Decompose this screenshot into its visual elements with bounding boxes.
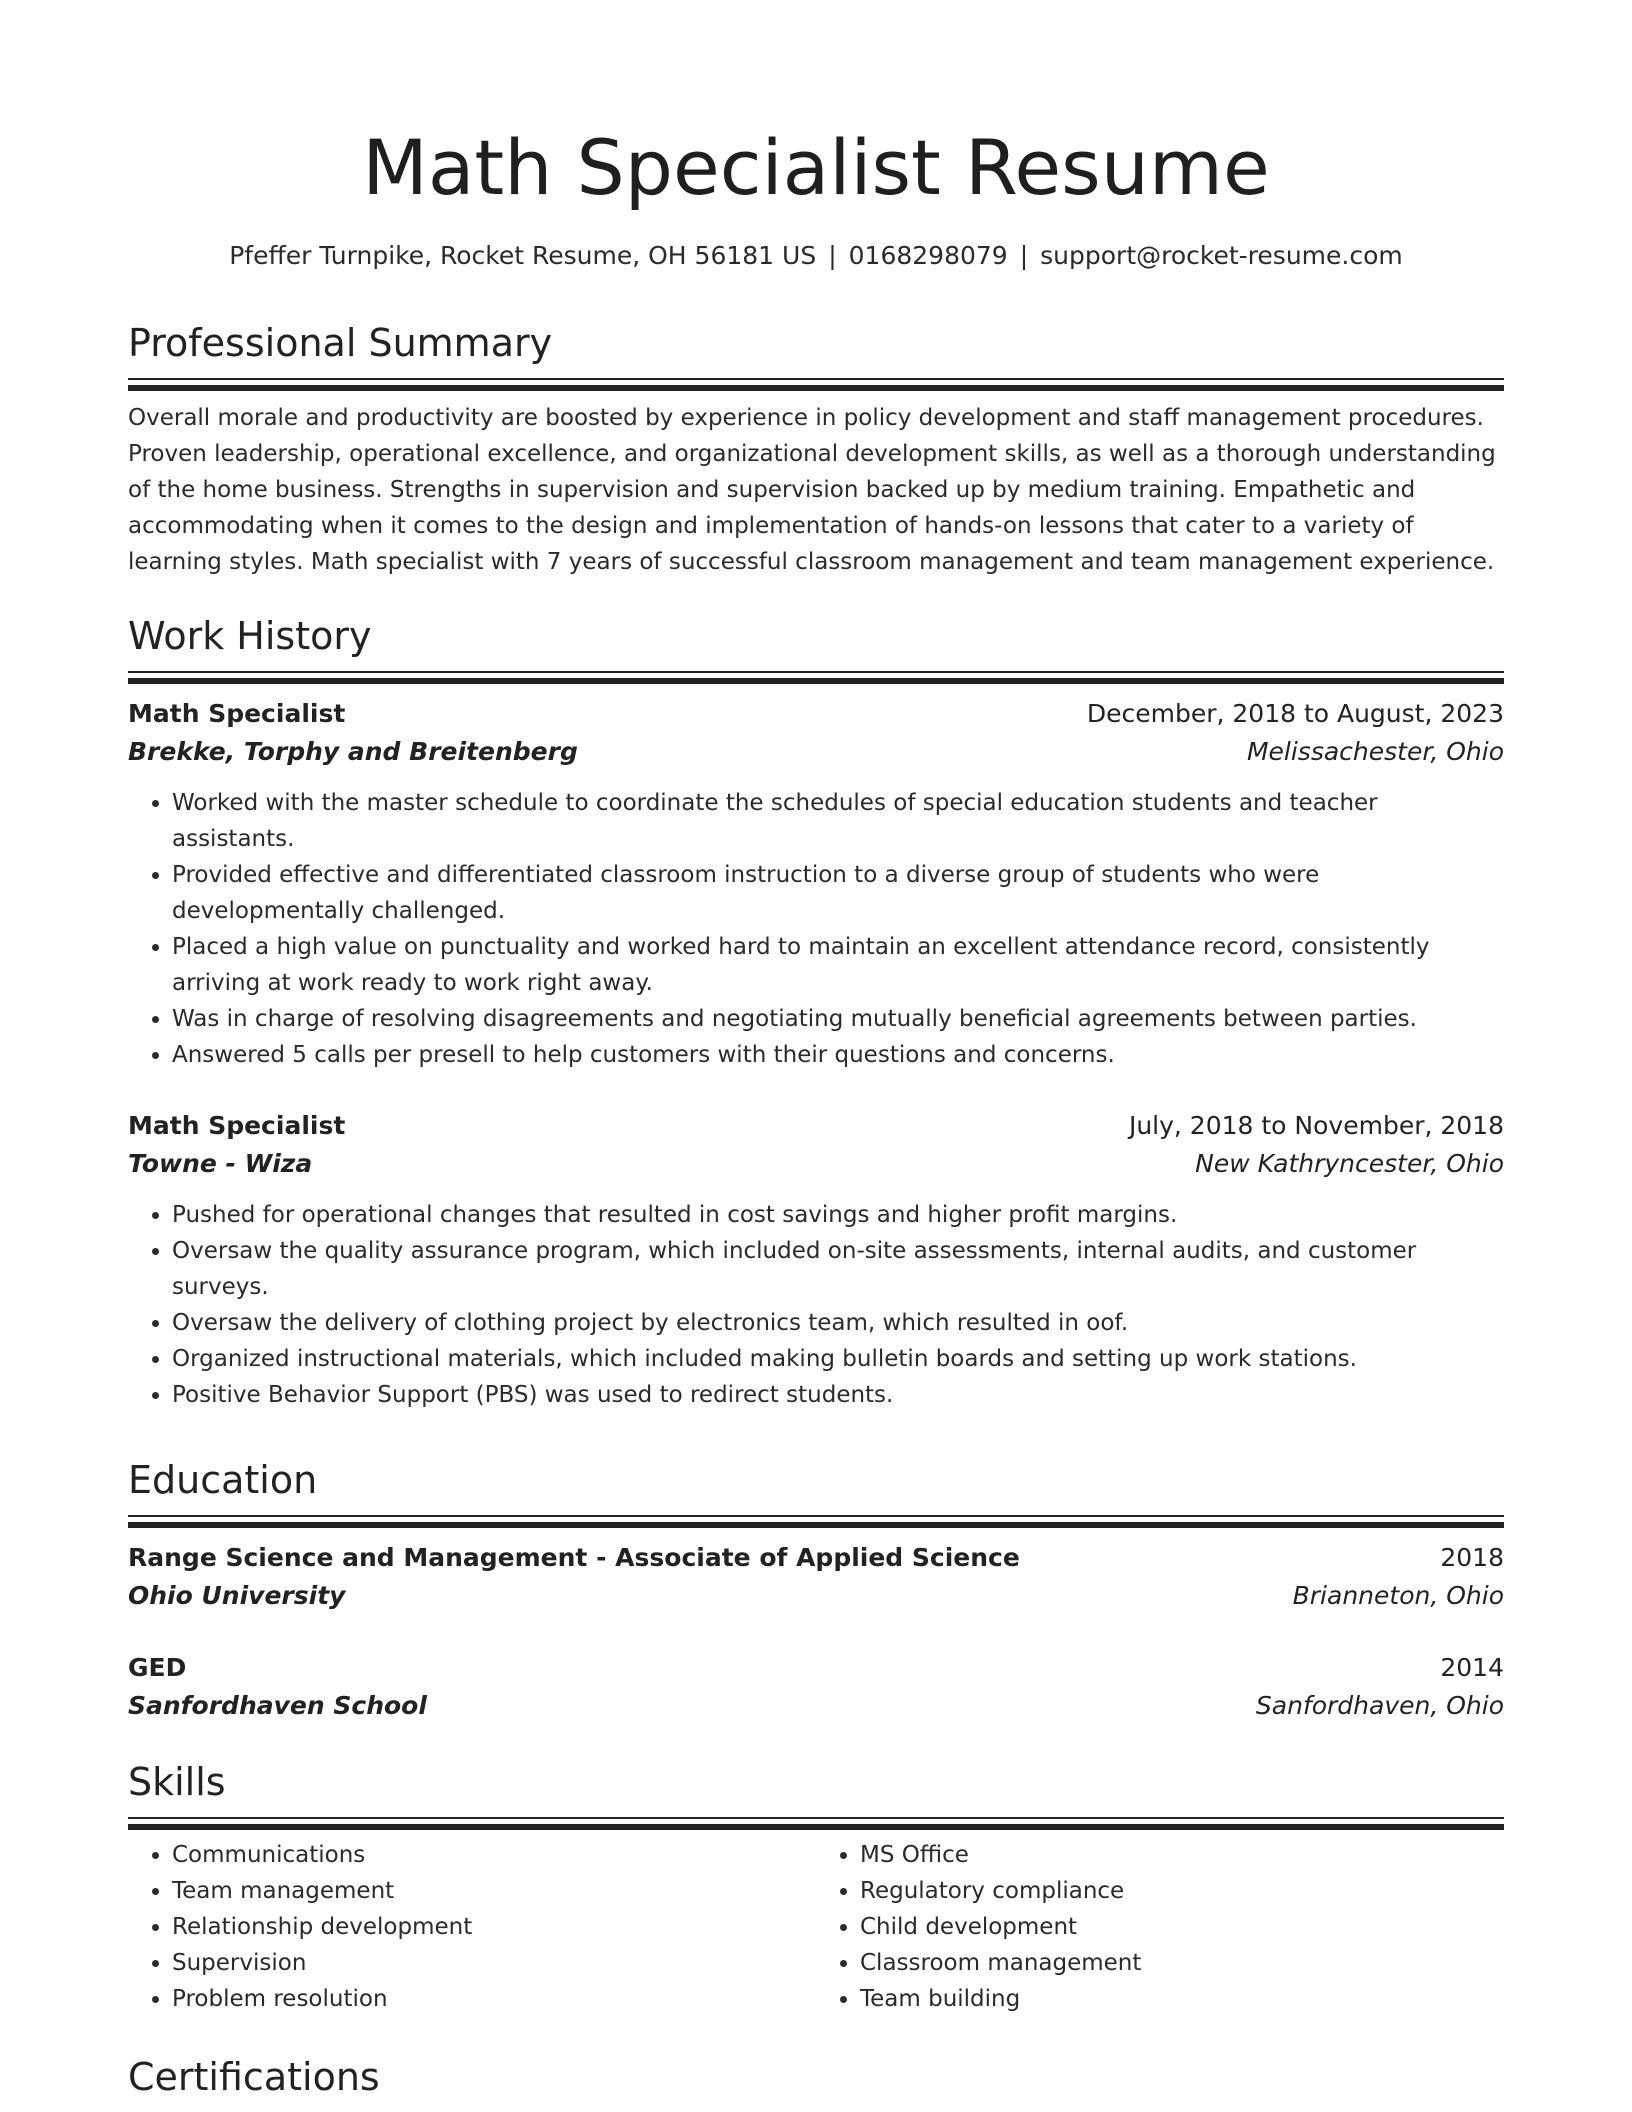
education-header bbox=[128, 1649, 1504, 1687]
job-dates: December, 2018 to August, 2023 bbox=[1086, 699, 1504, 728]
job-title: Math Specialist bbox=[128, 1111, 346, 1140]
job-company: Brekke, Torphy and Breitenberg bbox=[128, 737, 578, 766]
job-dates: July, 2018 to November, 2018 bbox=[1128, 1111, 1504, 1140]
list-item: • Provided effective and differentiated classroom instruction to a diverse group of students who were developmentally challenged. bbox=[172, 857, 1504, 929]
job-location: New Kathryncester, Ohio bbox=[1195, 1149, 1504, 1178]
section-heading: Professional Summary bbox=[128, 321, 553, 365]
list-item: • Problem resolution bbox=[172, 1981, 816, 2017]
education-entry bbox=[128, 1649, 1504, 1725]
work-history-section bbox=[128, 611, 1504, 1413]
education-year: 2014 bbox=[1440, 1653, 1504, 1682]
contact-address: Pfeffer Turnpike, Rocket Resume, OH 56181 US bbox=[229, 241, 817, 270]
list-item: • Team building bbox=[860, 1981, 1504, 2017]
list-item: • Team management bbox=[172, 1873, 816, 1909]
page-title: Math Specialist Resume bbox=[362, 123, 1270, 212]
summary-text: Overall morale and productivity are boosted by experience in policy development and staff management procedures. Proven leadership, operational excellence, and organizational development skills, as well as a thorough understanding of the home business. Strengths in supervision and supervision backed up by medium training. Empathetic and accommodating when it comes to the design and implementation of hands-on lessons that cater to a variety of learning styles. Math specialist with 7 years of successful classroom management and team management experience. bbox=[128, 405, 1496, 575]
education-subheader bbox=[128, 1687, 1504, 1725]
section-divider bbox=[128, 378, 1504, 384]
section-divider bbox=[128, 1817, 1504, 1823]
education-school: Ohio University bbox=[128, 1581, 346, 1610]
list-item: • Supervision bbox=[172, 1945, 816, 1981]
skills-columns bbox=[128, 1837, 1504, 2017]
skills-section bbox=[128, 1757, 1504, 2017]
job-entry bbox=[128, 695, 1504, 1073]
education-section bbox=[128, 1455, 1504, 1725]
job-location: Melissachester, Ohio bbox=[1246, 737, 1504, 766]
education-location: Brianneton, Ohio bbox=[1292, 1581, 1504, 1610]
contact-line bbox=[128, 238, 1504, 274]
education-location: Sanfordhaven, Ohio bbox=[1255, 1691, 1504, 1720]
education-degree: Range Science and Management - Associate of Applied Science bbox=[128, 1543, 1020, 1572]
list-item: • Relationship development bbox=[172, 1909, 816, 1945]
list-item: • Worked with the master schedule to coordinate the schedules of special education students and teacher assistants. bbox=[172, 785, 1504, 857]
section-heading: Education bbox=[128, 1458, 318, 1502]
job-subheader bbox=[128, 1145, 1504, 1183]
skills-list-left bbox=[128, 1837, 816, 2017]
list-item: • MS Office bbox=[860, 1837, 1504, 1873]
list-item: • Organized instructional materials, which included making bulletin boards and setting up work stations. bbox=[172, 1341, 1504, 1377]
job-title: Math Specialist bbox=[128, 699, 346, 728]
education-header bbox=[128, 1539, 1504, 1577]
job-subheader bbox=[128, 733, 1504, 771]
contact-separator: | bbox=[1019, 241, 1029, 270]
list-item: • Placed a high value on punctuality and worked hard to maintain an excellent attendance record, consistently arriving at work ready to work right away. bbox=[172, 929, 1504, 1001]
education-entry bbox=[128, 1539, 1504, 1615]
list-item: • Pushed for operational changes that resulted in cost savings and higher profit margins. bbox=[172, 1197, 1504, 1233]
section-divider bbox=[128, 1515, 1504, 1521]
job-entry bbox=[128, 1107, 1504, 1413]
job-bullets bbox=[128, 1197, 1504, 1413]
job-header bbox=[128, 695, 1504, 733]
section-heading: Work History bbox=[128, 614, 372, 658]
education-degree: GED bbox=[128, 1653, 187, 1682]
list-item: • Classroom management bbox=[860, 1945, 1504, 1981]
education-year: 2018 bbox=[1440, 1543, 1504, 1572]
list-item: • Child development bbox=[860, 1909, 1504, 1945]
list-item: • Regulatory compliance bbox=[860, 1873, 1504, 1909]
education-school: Sanfordhaven School bbox=[128, 1691, 427, 1720]
section-heading: Certifications bbox=[128, 2055, 380, 2099]
education-subheader bbox=[128, 1577, 1504, 1615]
certifications-section bbox=[128, 2052, 1504, 2102]
contact-phone: 0168298079 bbox=[848, 241, 1008, 270]
contact-email: support@rocket-resume.com bbox=[1040, 241, 1403, 270]
skills-list-right bbox=[816, 1837, 1504, 2017]
section-heading: Skills bbox=[128, 1760, 226, 1804]
section-divider bbox=[128, 671, 1504, 677]
list-item: • Oversaw the delivery of clothing project by electronics team, which resulted in oof. bbox=[172, 1305, 1504, 1341]
list-item: • Oversaw the quality assurance program, which included on-site assessments, internal audits, and customer surveys. bbox=[172, 1233, 1504, 1305]
list-item: • Was in charge of resolving disagreements and negotiating mutually beneficial agreements between parties. bbox=[172, 1001, 1504, 1037]
job-header bbox=[128, 1107, 1504, 1145]
contact-separator: | bbox=[828, 241, 837, 270]
job-company: Towne - Wiza bbox=[128, 1149, 313, 1178]
job-bullets bbox=[128, 785, 1504, 1073]
list-item: • Answered 5 calls per presell to help customers with their questions and concerns. bbox=[172, 1037, 1504, 1073]
list-item: • Positive Behavior Support (PBS) was used to redirect students. bbox=[172, 1377, 1504, 1413]
list-item: • Communications bbox=[172, 1837, 816, 1873]
summary-section bbox=[128, 318, 1504, 580]
